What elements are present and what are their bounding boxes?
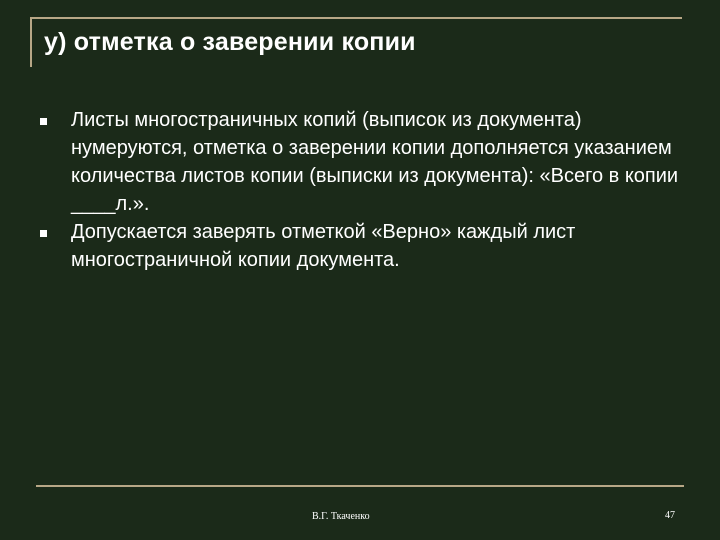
bullet-item bbox=[40, 106, 690, 218]
square-bullet-icon bbox=[40, 118, 47, 125]
page-number: 47 bbox=[665, 510, 675, 521]
footer-divider bbox=[36, 485, 684, 487]
bullet-text: Листы многостраничных копий (выписок из документа) нумеруются, отметка о заверении копии дополняется указанием количества листов копии (выписки из документа): «Всего в копии ____л.». bbox=[71, 109, 679, 215]
bullet-list bbox=[40, 106, 690, 274]
title-frame-top-line bbox=[30, 17, 682, 19]
bullet-text: Допускается заверять отметкой «Верно» каждый лист многостраничной копии документа. bbox=[71, 221, 576, 271]
square-bullet-icon bbox=[40, 230, 47, 237]
title-frame-left-line bbox=[30, 17, 32, 67]
slide-title: у) отметка о заверении копии bbox=[44, 28, 416, 56]
bullet-item bbox=[40, 218, 690, 274]
footer-author: В.Г. Ткаченко bbox=[312, 511, 370, 522]
